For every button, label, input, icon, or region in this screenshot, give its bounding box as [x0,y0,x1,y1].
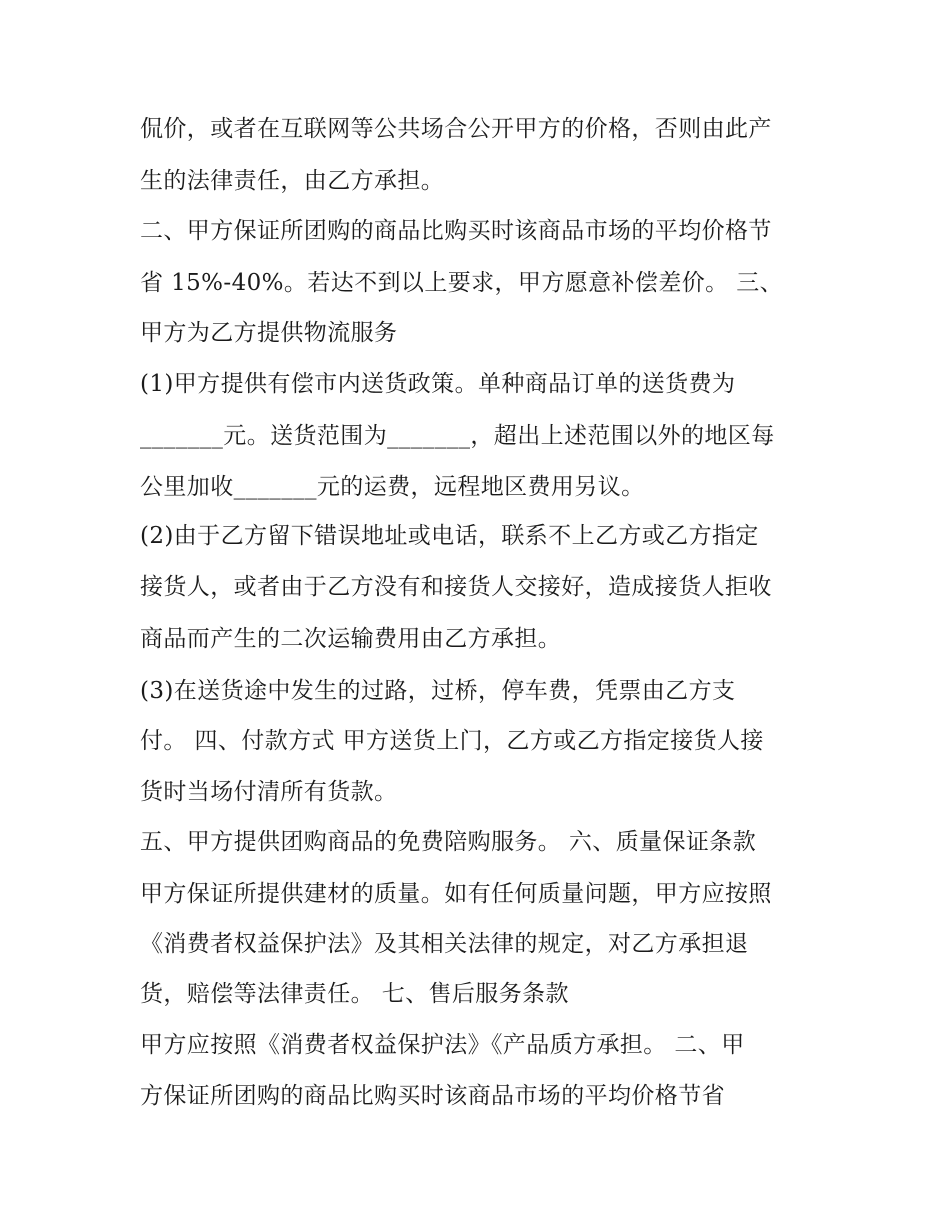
text-line: 甲方保证所提供建材的质量。如有任何质量问题，甲方应按照 [140,881,772,907]
text-line: 侃价，或者在互联网等公共场合公开甲方的价格，否则由此产 [140,116,772,142]
text-line: 货，赔偿等法律责任。 七、售后服务条款 [140,981,569,1007]
text-line: (2)由于乙方留下错误地址或电话，联系不上乙方或乙方指定 [140,523,759,549]
text-line: 甲方为乙方提供物流服务 [140,320,398,346]
text-line: 五、甲方提供团购商品的免费陪购服务。 六、质量保证条款 [140,829,757,855]
text-line: _______元。送货范围为_______，超出上述范围以外的地区每 [140,423,775,449]
text-line: 生的法律责任，由乙方承担。 [140,168,445,194]
text-line: 公里加收_______元的运费，远程地区费用另议。 [140,474,645,500]
text-line: 接货人，或者由于乙方没有和接货人交接好，造成接货人拒收 [140,574,772,600]
text-line: 方保证所团购的商品比购买时该商品市场的平均价格节省 [140,1083,725,1109]
text-line: 甲方应按照《消费者权益保护法》《产品质方承担。 二、甲 [140,1032,745,1058]
text-line: 付。 四、付款方式 甲方送货上门，乙方或乙方指定接货人接 [140,728,764,754]
text-line: 商品而产生的二次运输费用由乙方承担。 [140,626,562,652]
text-line: (3)在送货途中发生的过路，过桥，停车费，凭票由乙方支 [140,678,736,704]
text-line: 货时当场付清所有货款。 [140,779,398,805]
text-line: 二、甲方保证所团购的商品比购买时该商品市场的平均价格节 [140,218,772,244]
text-line: 《消费者权益保护法》及其相关法律的规定，对乙方承担退 [140,931,749,957]
text-line: 省 15%-40%。若达不到以上要求，甲方愿意补偿差价。 三、 [140,270,784,296]
text-line: (1)甲方提供有偿市内送货政策。单种商品订单的送货费为 [140,371,736,397]
